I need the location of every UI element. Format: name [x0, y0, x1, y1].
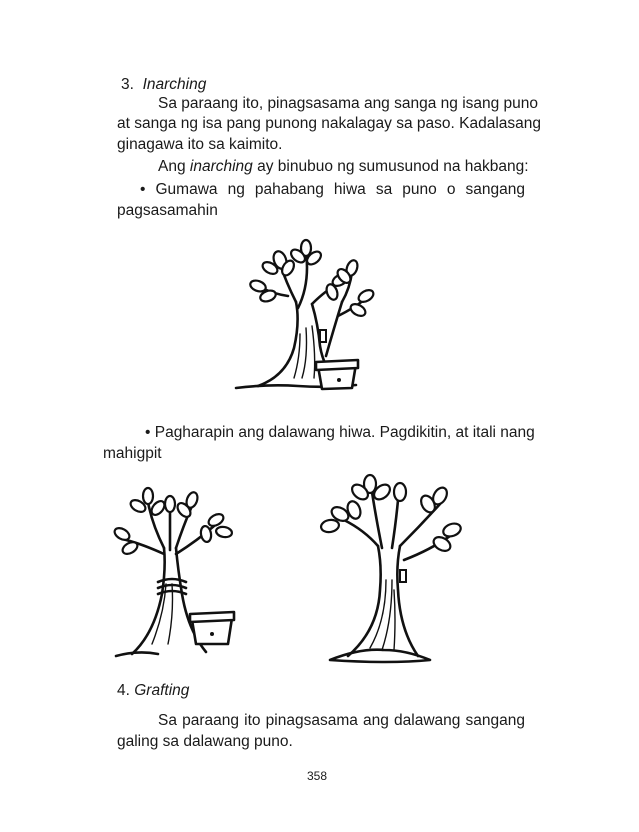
- section-4-para1-line1: Sa paraang ito pinagsasama ang dalawang sangang: [158, 712, 525, 729]
- section-3-heading: [121, 75, 206, 95]
- bullet-2-line2: mahigpit: [103, 445, 162, 462]
- section-3-para1-line2: at sanga ng isa pang punong nakalagay sa paso. Kadalasang: [117, 115, 542, 132]
- page-number: 358: [307, 769, 328, 783]
- para2-prefix: Ang: [158, 158, 190, 175]
- inarching-tied-illustration: [108, 484, 248, 664]
- inarching-term: inarching: [189, 158, 253, 175]
- inarching-result-illustration: [300, 470, 480, 670]
- section-3-para1-line1: Sa paraang ito, pinagsasama ang sanga ng isang puno: [158, 95, 539, 112]
- para2-suffix: ay binubuo ng sumusunod na hakbang:: [252, 158, 529, 175]
- section-3-title: Inarching: [142, 76, 207, 93]
- section-3-para1-line3: ginagawa ito sa kaimito.: [117, 136, 283, 153]
- inarching-step1-illustration: [228, 238, 398, 396]
- bullet-2-line1: • Pagharapin ang dalawang hiwa. Pagdikitin, at itali nang: [145, 424, 535, 441]
- section-4-title: Grafting: [134, 682, 190, 699]
- bullet-1-line2: pagsasamahin: [117, 202, 218, 219]
- section-3-para2: [158, 157, 529, 177]
- section-3-number: 3.: [121, 76, 134, 93]
- section-4-heading: [117, 681, 189, 701]
- section-4-para1-line2: galing sa dalawang puno.: [117, 733, 293, 750]
- bullet-1-line1: • Gumawa ng pahabang hiwa sa puno o sangang: [140, 181, 525, 198]
- section-4-number: 4.: [117, 682, 130, 699]
